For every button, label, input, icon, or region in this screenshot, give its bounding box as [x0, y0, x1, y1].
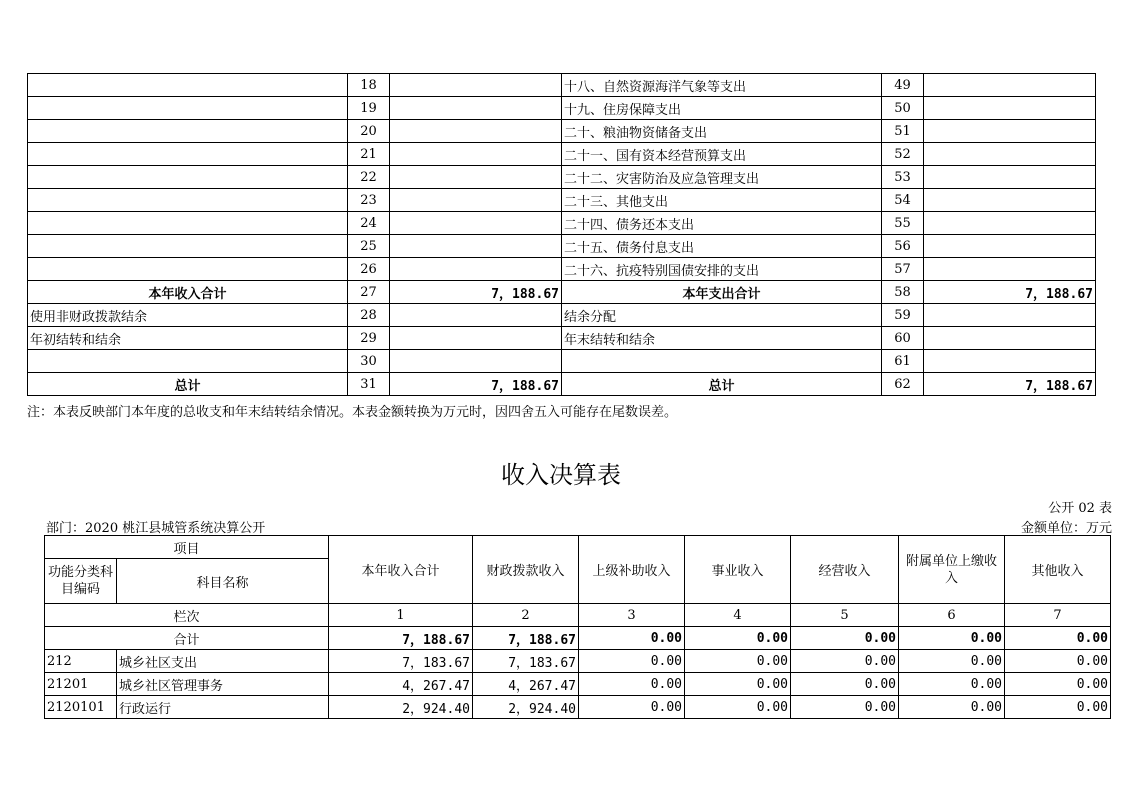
expense-amount [924, 327, 1096, 350]
expense-item: 二十二、灾害防治及应急管理支出 [562, 166, 882, 189]
table-row [28, 189, 1096, 212]
function-code: 21201 [45, 673, 117, 696]
expense-amount [924, 74, 1096, 97]
total-label: 合计 [45, 627, 329, 650]
subject-name: 城乡社区管理事务 [117, 673, 329, 696]
row-number: 58 [882, 281, 924, 304]
header-name: 科目名称 [117, 559, 329, 604]
row-number: 52 [882, 143, 924, 166]
header-col-3: 上级补助收入 [579, 536, 685, 604]
income-item [28, 166, 348, 189]
table-row [45, 673, 1111, 696]
total-value: 0.00 [791, 627, 899, 650]
expense-amount [924, 350, 1096, 373]
income-amount: 7，188.67 [390, 373, 562, 396]
income-value: 0.00 [579, 650, 685, 673]
income-amount [390, 327, 562, 350]
row-number: 18 [348, 74, 390, 97]
row-number: 56 [882, 235, 924, 258]
income-value: 0.00 [685, 696, 791, 719]
col-num: 5 [791, 604, 899, 627]
table-row [28, 212, 1096, 235]
income-amount [390, 258, 562, 281]
income-table [44, 535, 1111, 719]
income-item [28, 350, 348, 373]
income-amount [390, 143, 562, 166]
expense-amount [924, 97, 1096, 120]
row-number: 53 [882, 166, 924, 189]
income-amount [390, 212, 562, 235]
subject-name: 城乡社区支出 [117, 650, 329, 673]
table-row [28, 258, 1096, 281]
row-number: 54 [882, 189, 924, 212]
total-value: 7，188.67 [473, 627, 579, 650]
income-value: 0.00 [791, 650, 899, 673]
expense-amount [924, 166, 1096, 189]
row-number: 49 [882, 74, 924, 97]
expense-item: 二十五、债务付息支出 [562, 235, 882, 258]
income-item: 总计 [28, 373, 348, 396]
expense-amount [924, 212, 1096, 235]
expense-item: 二十一、国有资本经营预算支出 [562, 143, 882, 166]
income-item: 使用非财政拨款结余 [28, 304, 348, 327]
col-num: 7 [1005, 604, 1111, 627]
table-row [45, 696, 1111, 719]
income-value: 4，267.47 [473, 673, 579, 696]
income-table-title: 收入决算表 [501, 461, 621, 489]
total-value: 0.00 [685, 627, 791, 650]
table-row [28, 327, 1096, 350]
expense-item: 年末结转和结余 [562, 327, 882, 350]
expense-item: 二十、粮油物资储备支出 [562, 120, 882, 143]
col-num: 6 [899, 604, 1005, 627]
income-value: 0.00 [899, 650, 1005, 673]
col-num: 4 [685, 604, 791, 627]
header-col-7: 其他收入 [1005, 536, 1111, 604]
row-number: 23 [348, 189, 390, 212]
table-note: 注：本表反映部门本年度的总收支和年末结转结余情况。本表金额转换为万元时，因四舍五入可能存在尾数误差。 [27, 405, 678, 420]
income-amount [390, 97, 562, 120]
table-row [28, 97, 1096, 120]
row-number: 31 [348, 373, 390, 396]
income-amount [390, 304, 562, 327]
expense-amount [924, 189, 1096, 212]
income-item [28, 143, 348, 166]
income-item [28, 212, 348, 235]
row-number: 21 [348, 143, 390, 166]
header-item: 项目 [45, 536, 329, 559]
expense-item [562, 350, 882, 373]
income-item [28, 235, 348, 258]
col-num: 3 [579, 604, 685, 627]
expense-amount: 7，188.67 [924, 373, 1096, 396]
expense-amount [924, 304, 1096, 327]
expense-item: 十九、住房保障支出 [562, 97, 882, 120]
income-value: 7，183.67 [329, 650, 473, 673]
income-value: 0.00 [791, 673, 899, 696]
income-value: 0.00 [579, 696, 685, 719]
expense-amount [924, 120, 1096, 143]
income-value: 0.00 [791, 696, 899, 719]
row-number: 59 [882, 304, 924, 327]
department-label: 部门：2020 桃江县城管系统决算公开 [46, 521, 266, 536]
amount-unit-label: 金额单位：万元 [1020, 521, 1112, 536]
income-value: 2，924.40 [329, 696, 473, 719]
row-number: 20 [348, 120, 390, 143]
income-amount [390, 166, 562, 189]
row-number: 27 [348, 281, 390, 304]
function-code: 2120101 [45, 696, 117, 719]
income-amount: 7，188.67 [390, 281, 562, 304]
table-row [28, 304, 1096, 327]
balance-table-continued [27, 73, 1096, 396]
income-amount [390, 350, 562, 373]
row-number: 24 [348, 212, 390, 235]
table-row [28, 120, 1096, 143]
row-number: 57 [882, 258, 924, 281]
row-number: 51 [882, 120, 924, 143]
header-col-5: 经营收入 [791, 536, 899, 604]
table-row [45, 650, 1111, 673]
expense-amount [924, 143, 1096, 166]
income-amount [390, 74, 562, 97]
header-code: 功能分类科目编码 [45, 559, 117, 604]
expense-amount [924, 258, 1096, 281]
total-value: 0.00 [1005, 627, 1111, 650]
income-item [28, 97, 348, 120]
row-number: 28 [348, 304, 390, 327]
income-value: 0.00 [1005, 696, 1111, 719]
expense-item: 二十三、其他支出 [562, 189, 882, 212]
expense-item: 结余分配 [562, 304, 882, 327]
row-number: 30 [348, 350, 390, 373]
row-number: 26 [348, 258, 390, 281]
row-number: 50 [882, 97, 924, 120]
expense-item: 总计 [562, 373, 882, 396]
header-col-2: 财政拨款收入 [473, 536, 579, 604]
income-item [28, 189, 348, 212]
income-item [28, 74, 348, 97]
table-row [28, 143, 1096, 166]
header-col-4: 事业收入 [685, 536, 791, 604]
income-amount [390, 189, 562, 212]
table-row [28, 373, 1096, 396]
table-row [28, 350, 1096, 373]
income-item [28, 258, 348, 281]
income-value: 2，924.40 [473, 696, 579, 719]
expense-item: 十八、自然资源海洋气象等支出 [562, 74, 882, 97]
income-item [28, 120, 348, 143]
income-value: 0.00 [899, 696, 1005, 719]
table-row [28, 281, 1096, 304]
col-num: 2 [473, 604, 579, 627]
table-row [28, 235, 1096, 258]
subject-name: 行政运行 [117, 696, 329, 719]
income-value: 0.00 [1005, 673, 1111, 696]
expense-amount [924, 235, 1096, 258]
expense-item: 二十六、抗疫特别国债安排的支出 [562, 258, 882, 281]
header-col-1: 本年收入合计 [329, 536, 473, 604]
header-col-6: 附属单位上缴收入 [899, 536, 1005, 604]
row-number: 61 [882, 350, 924, 373]
row-number: 62 [882, 373, 924, 396]
total-value: 0.00 [579, 627, 685, 650]
total-value: 0.00 [899, 627, 1005, 650]
income-value: 0.00 [1005, 650, 1111, 673]
row-number: 55 [882, 212, 924, 235]
income-amount [390, 235, 562, 258]
expense-item: 二十四、债务还本支出 [562, 212, 882, 235]
income-value: 0.00 [685, 650, 791, 673]
row-number: 60 [882, 327, 924, 350]
col-num: 1 [329, 604, 473, 627]
total-value: 7，188.67 [329, 627, 473, 650]
row-number: 25 [348, 235, 390, 258]
income-amount [390, 120, 562, 143]
income-value: 0.00 [685, 673, 791, 696]
income-item: 本年收入合计 [28, 281, 348, 304]
table-tag: 公开 02 表 [1048, 501, 1112, 516]
income-value: 7，183.67 [473, 650, 579, 673]
table-row [28, 166, 1096, 189]
income-item: 年初结转和结余 [28, 327, 348, 350]
row-number: 19 [348, 97, 390, 120]
row-number: 29 [348, 327, 390, 350]
table-row [28, 74, 1096, 97]
expense-item: 本年支出合计 [562, 281, 882, 304]
row-number: 22 [348, 166, 390, 189]
header-lanci: 栏次 [45, 604, 329, 627]
income-value: 0.00 [579, 673, 685, 696]
function-code: 212 [45, 650, 117, 673]
income-value: 0.00 [899, 673, 1005, 696]
income-value: 4，267.47 [329, 673, 473, 696]
expense-amount: 7，188.67 [924, 281, 1096, 304]
